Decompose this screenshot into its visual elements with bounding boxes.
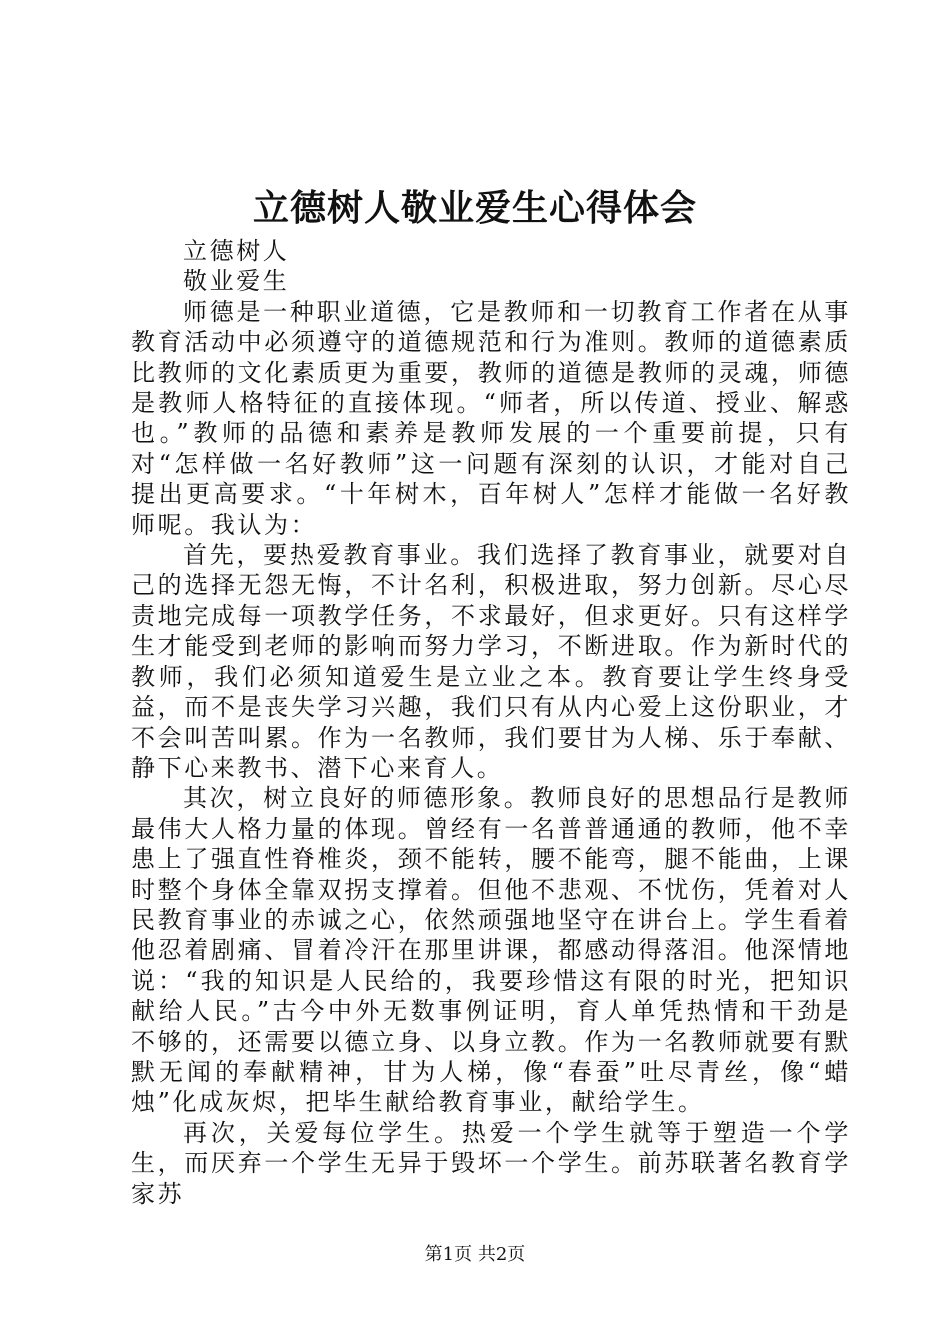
page-footer: 第1页 共2页 — [424, 1244, 526, 1265]
document-body — [131, 236, 851, 1209]
paragraph-third: 再次，关爱每位学生。热爱一个学生就等于塑造一个学生，而厌弃一个学生无异于毁坏一个学生。前苏联著名教育学家苏 — [131, 1118, 851, 1208]
paragraph-first: 首先，要热爱教育事业。我们选择了教育事业，就要对自己的选择无怨无悔，不计名利，积极进取，努力创新。尽心尽责地完成每一项教学任务，不求最好，但求更好。只有这样学生才能受到老师的影响而努力学习，不断进取。作为新时代的教师，我们必须知道爱生是立业之本。教育要让学生终身受益，而不是丧失学习兴趣，我们只有从内心爱上这份职业，才不会叫苦叫累。作为一名教师，我们要甘为人梯、乐于奉献、静下心来教书、潜下心来育人。 — [131, 541, 851, 782]
paragraph-intro: 师德是一种职业道德，它是教师和一切教育工作者在从事教育活动中必须遵守的道德规范和行为准则。教师的道德素质比教师的文化素质更为重要，教师的道德是教师的灵魂，师德是教师人格特征的直接体现。“师者，所以传道、授业、解惑也。”教师的品德和素养是教师发展的一个重要前提，只有对“怎样做一名好教师”这一问题有深刻的认识，才能对自己提出更高要求。“十年树木，百年树人”怎样才能做一名好教师呢。我认为： — [131, 297, 851, 539]
subtitle-line-1: 立德树人 — [183, 237, 290, 265]
document-title: 立德树人敬业爱生心得体会 — [252, 187, 697, 229]
paragraph-second: 其次，树立良好的师德形象。教师良好的思想品行是教师最伟大人格力量的体现。曾经有一名普普通通的教师，他不幸患上了强直性脊椎炎，颈不能转，腰不能弯，腿不能曲，上课时整个身体全靠双拐支撑着。但他不悲观、不忧伤，凭着对人民教育事业的赤诚之心，依然顽强地坚守在讲台上。学生看着他忍着剧痛、冒着冷汗在那里讲课，都感动得落泪。他深情地说：“我的知识是人民给的，我要珍惜这有限的时光，把知识献给人民。”古今中外无数事例证明，育人单凭热情和干劲是不够的，还需要以德立身、以身立教。作为一名教师就要有默默无闻的奉献精神，甘为人梯，像“春蚕”吐尽青丝，像“蜡烛”化成灰烬，把毕生献给教育事业，献给学生。 — [131, 784, 851, 1117]
subtitle-line-2: 敬业爱生 — [183, 267, 290, 296]
